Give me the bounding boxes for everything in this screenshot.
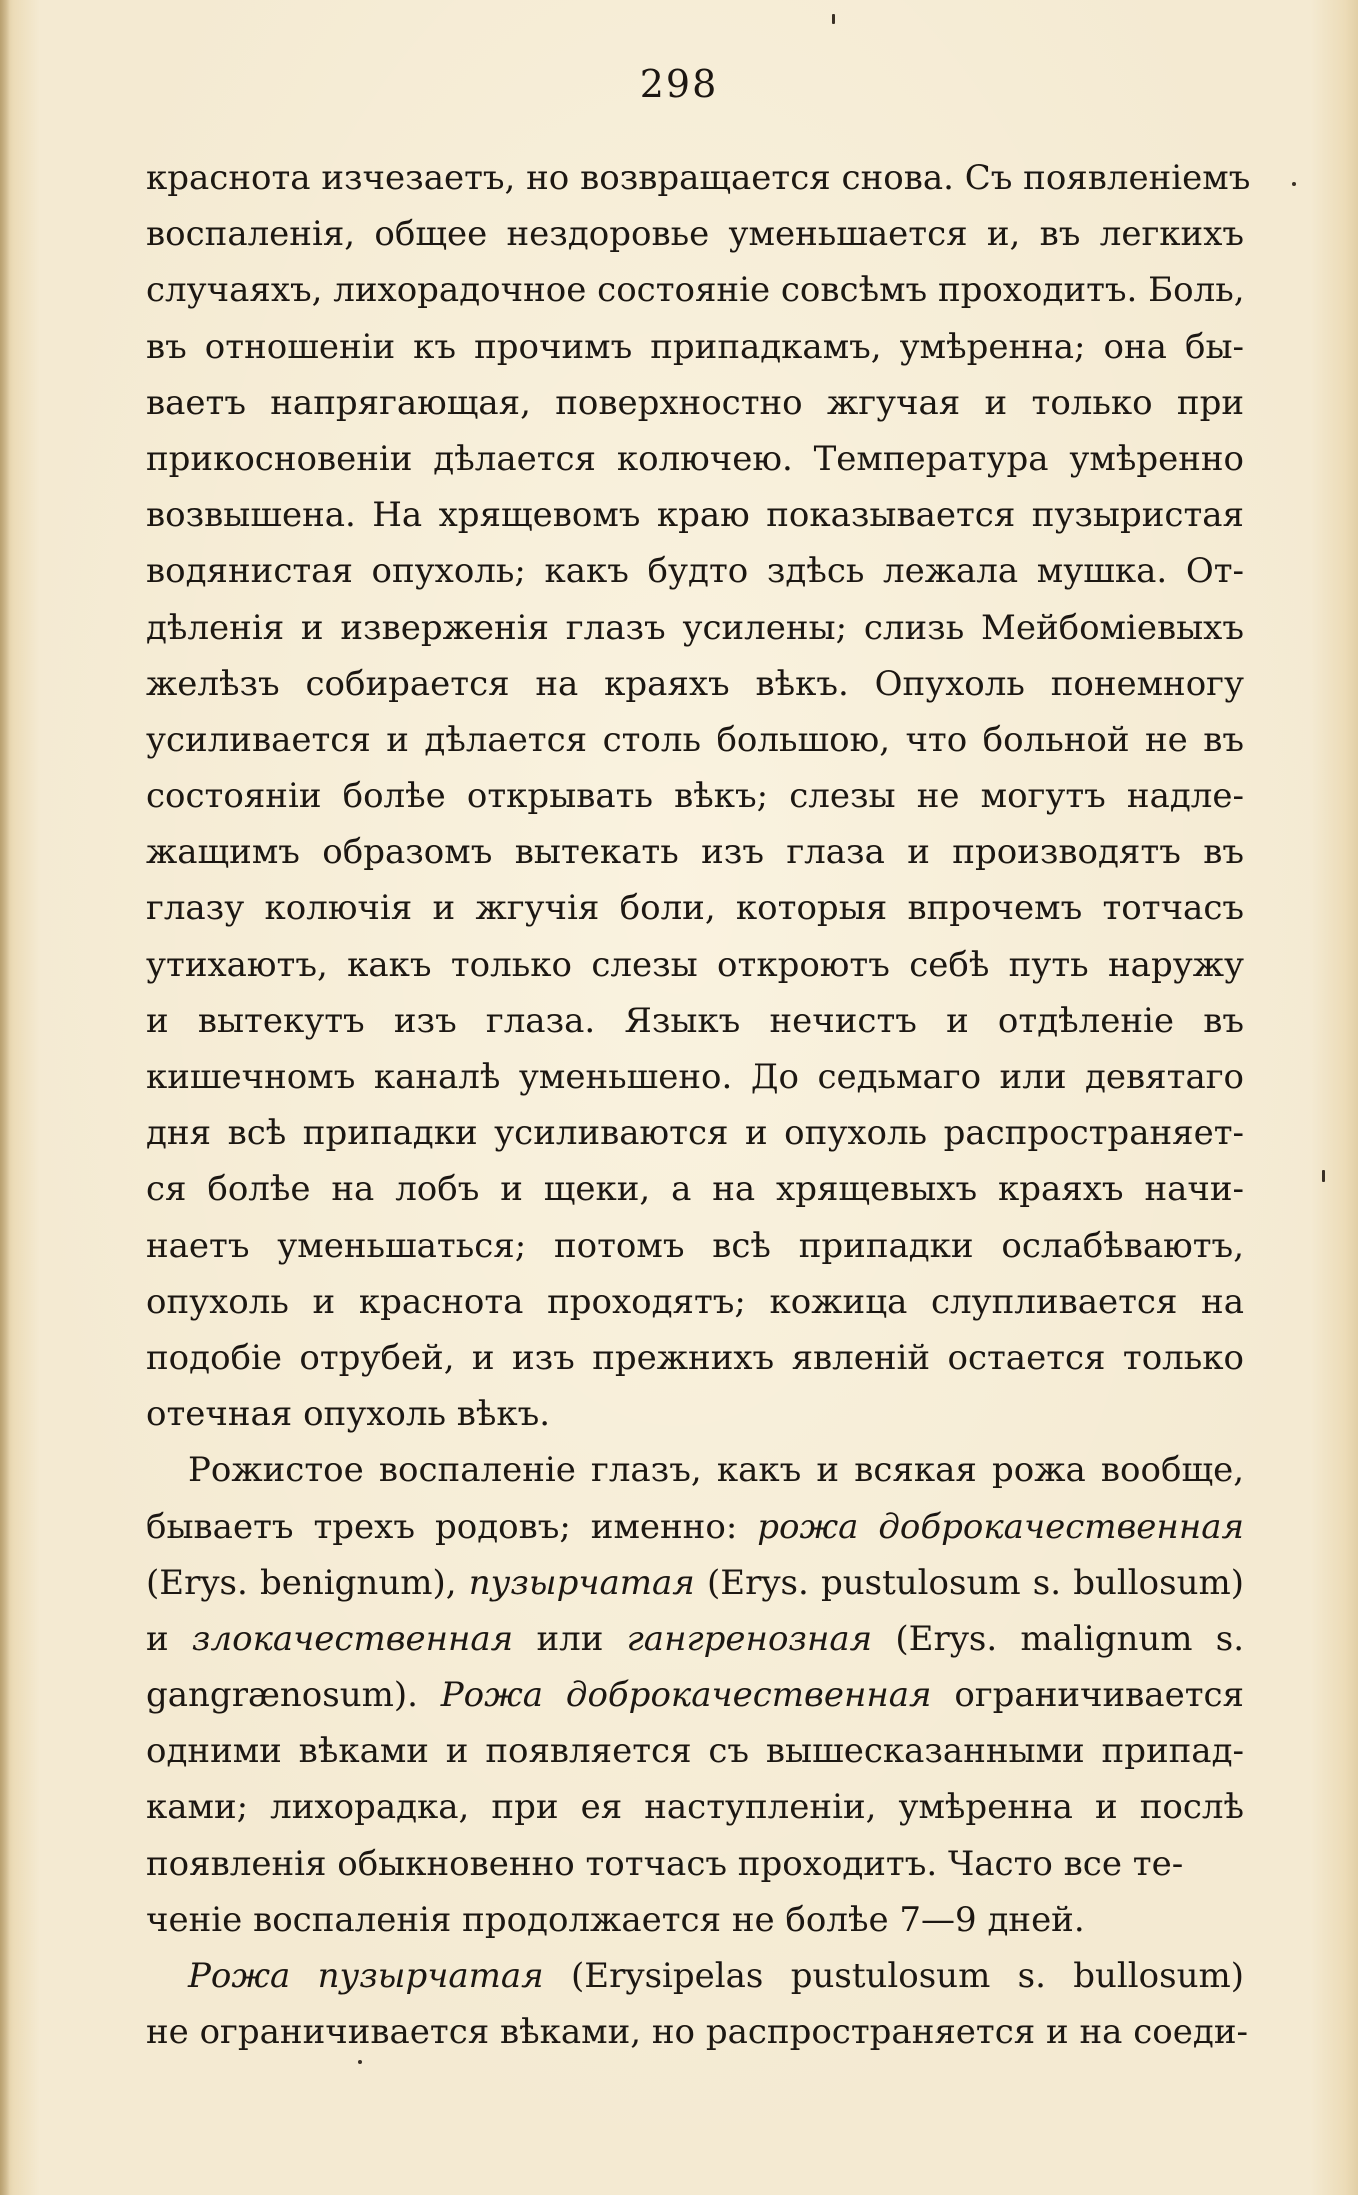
text-line: [146, 319, 1244, 375]
italic-term: гангренозная: [626, 1618, 873, 1659]
text-run: отечная опухоль вѣкъ.: [146, 1394, 551, 1435]
text-run: ваетъ напрягающая, поверхностно жгучая и только при: [146, 382, 1244, 423]
text-run: (Erysipelas pustulosum s. bullosum): [543, 1956, 1245, 1996]
text-line: [146, 1611, 1244, 1667]
text-line: [146, 1274, 1244, 1330]
ink-speck: [1322, 1170, 1325, 1182]
text-run: (Erys. malignum s.: [872, 1618, 1244, 1659]
italic-term: Рожа доброкачественная: [440, 1675, 932, 1716]
text-line: [146, 1105, 1244, 1161]
text-line: [146, 1218, 1244, 1274]
text-line: [146, 543, 1244, 599]
text-run: опухоль и краснота проходятъ; кожица слупливается на: [146, 1281, 1244, 1322]
text-line: [146, 1555, 1244, 1611]
text-run: одними вѣками и появляется съ вышесказанными припад-: [146, 1731, 1244, 1772]
ink-speck: [1292, 182, 1296, 186]
italic-term: Рожа пузырчатая: [188, 1956, 544, 1996]
text-line: [146, 206, 1244, 262]
text-line: [146, 1723, 1244, 1779]
text-run: возвышена. На хрящевомъ краю показывается пузыристая: [146, 495, 1244, 536]
text-run: краснота изчезаетъ, но возвращается снова. Съ появленіемъ: [146, 158, 1251, 198]
text-line: [146, 1948, 1244, 2004]
text-line: [146, 1330, 1244, 1386]
text-run: желѣзъ собирается на краяхъ вѣкъ. Опухоль понемногу: [146, 663, 1244, 704]
text-run: состояніи болѣе открывать вѣкъ; слезы не могутъ надле-: [146, 776, 1244, 817]
text-line: [146, 1386, 1244, 1442]
text-run: утихаютъ, какъ только слезы откроютъ себѣ путь наружу: [146, 944, 1244, 985]
binding-edge: [0, 0, 10, 2195]
text-line: [146, 1779, 1244, 1835]
text-run: усиливается и дѣлается столь большою, что больной не въ: [146, 719, 1244, 760]
text-run: воспаленія, общее нездоровье уменьшается и, въ легкихъ: [146, 214, 1244, 255]
text-run: ченіе воспаленія продолжается не болѣе 7—9 дней.: [146, 1899, 1085, 1940]
text-run: gangrænosum).: [146, 1675, 441, 1716]
text-run: и: [146, 1618, 192, 1659]
text-run: подобіе отрубей, и изъ прежнихъ явленій остается только: [146, 1337, 1244, 1378]
text-line: [146, 937, 1244, 993]
text-line: [146, 880, 1244, 936]
text-line: [146, 375, 1244, 431]
text-line: [146, 1836, 1244, 1892]
italic-term: рожа доброкачественная: [757, 1506, 1244, 1547]
text-run: въ отношеніи къ прочимъ припадкамъ, умѣренна; она бы-: [146, 326, 1244, 367]
text-line: [146, 262, 1244, 318]
text-run: кишечномъ каналѣ уменьшено. До седьмаго или девятаго: [146, 1057, 1244, 1097]
text-run: Рожистое воспаленіе глазъ, какъ и всякая рожа вообще,: [188, 1450, 1244, 1491]
text-run: (Erys. benignum),: [146, 1562, 469, 1603]
text-line: [146, 1499, 1244, 1555]
italic-term: пузырчатая: [468, 1562, 695, 1603]
body-text: [146, 150, 1251, 2060]
text-run: появленія обыкновенно тотчасъ проходитъ. Часто все те-: [146, 1843, 1184, 1884]
ink-speck: [832, 14, 835, 24]
page-number: 298: [639, 62, 719, 106]
text-run: и вытекутъ изъ глаза. Языкъ нечистъ и отдѣленіе въ: [146, 1000, 1244, 1041]
text-run: наетъ уменьшаться; потомъ всѣ припадки ослабѣваютъ,: [146, 1225, 1244, 1266]
italic-term: злокачественная: [191, 1618, 514, 1659]
text-run: или: [513, 1618, 627, 1659]
text-line: [146, 993, 1244, 1049]
text-line: [146, 1161, 1244, 1217]
text-line: [146, 1442, 1244, 1498]
text-run: жащимъ образомъ вытекать изъ глаза и производятъ въ: [146, 832, 1244, 873]
text-run: ся болѣе на лобъ и щеки, а на хрящевыхъ краяхъ начи-: [146, 1169, 1244, 1210]
text-run: глазу колючія и жгучія боли, которыя впрочемъ тотчасъ: [146, 888, 1244, 929]
text-run: водянистая опухоль; какъ будто здѣсь лежала мушка. От-: [146, 551, 1244, 592]
text-line: [146, 1892, 1244, 1948]
text-line: [146, 1667, 1244, 1723]
text-run: случаяхъ, лихорадочное состояніе совсѣмъ проходитъ. Боль,: [146, 270, 1245, 311]
text-line: [146, 431, 1244, 487]
text-run: дѣленія и изверженія глазъ усилены; слизь Мейбоміевыхъ: [146, 607, 1244, 648]
text-line: [146, 150, 1251, 206]
text-line: [146, 487, 1244, 543]
text-line: [146, 1049, 1244, 1105]
text-line: [146, 656, 1244, 712]
text-line: [146, 600, 1244, 656]
ink-speck: [358, 2060, 362, 2064]
text-run: ограничивается: [931, 1675, 1244, 1716]
text-run: (Erys. pustulosum s. bullosum): [694, 1562, 1244, 1603]
text-run: прикосновеніи дѣлается колючею. Температура умѣренно: [146, 438, 1244, 479]
text-line: [146, 768, 1244, 824]
text-line: [146, 712, 1244, 768]
text-line: [146, 2004, 1248, 2060]
text-run: не ограничивается вѣками, но распространяется и на соеди-: [146, 2012, 1248, 2053]
text-run: ками; лихорадка, при ея наступленіи, умѣренна и послѣ: [146, 1787, 1244, 1828]
text-run: дня всѣ припадки усиливаются и опухоль распространяет-: [146, 1113, 1244, 1154]
text-line: [146, 824, 1244, 880]
text-run: бываетъ трехъ родовъ; именно:: [146, 1506, 758, 1547]
